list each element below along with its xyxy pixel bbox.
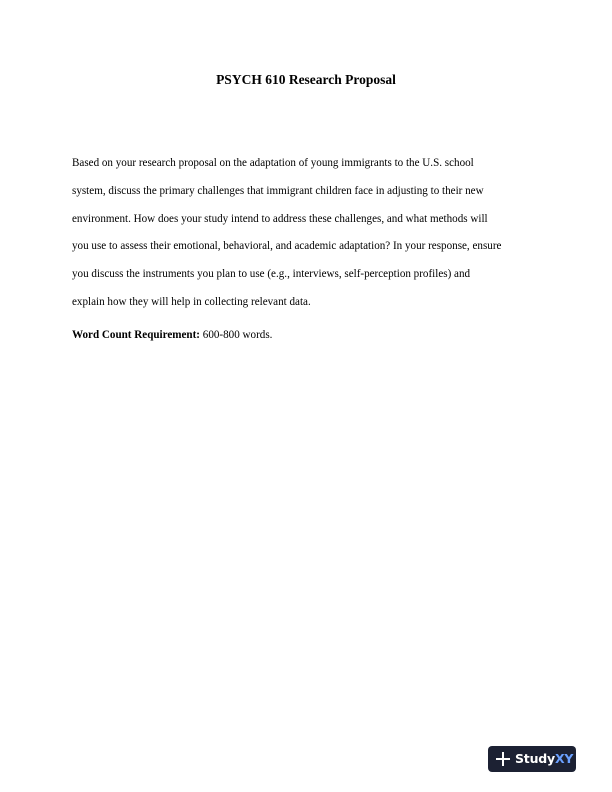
brand-study: Study [515, 751, 555, 766]
prompt-paragraph [72, 150, 546, 317]
studyxy-logo-text [515, 752, 573, 766]
word-count-requirement [72, 326, 272, 344]
studyxy-badge[interactable] [488, 746, 576, 772]
paragraph-line: Based on your research proposal on the adaptation of young immigrants to the U.S. school [72, 157, 474, 169]
word-count-value: 600-800 words. [200, 329, 273, 341]
brand-xy: XY [554, 751, 574, 766]
paragraph-line: you discuss the instruments you plan to use (e.g., interviews, self-perception profiles) and [72, 268, 471, 281]
word-count-label: Word Count Requirement: [72, 329, 200, 341]
paragraph-line: explain how they will help in collecting relevant data. [72, 295, 311, 308]
paragraph-line: you use to assess their emotional, behavioral, and academic adaptation? In your response, ensure [72, 240, 502, 253]
paragraph-line: environment. How does your study intend to address these challenges, and what methods will [72, 212, 488, 225]
paragraph-line: system, discuss the primary challenges that immigrant children face in adjusting to their new [72, 184, 484, 197]
plus-icon [496, 752, 510, 766]
document-title: PSYCH 610 Research Proposal [216, 72, 396, 87]
